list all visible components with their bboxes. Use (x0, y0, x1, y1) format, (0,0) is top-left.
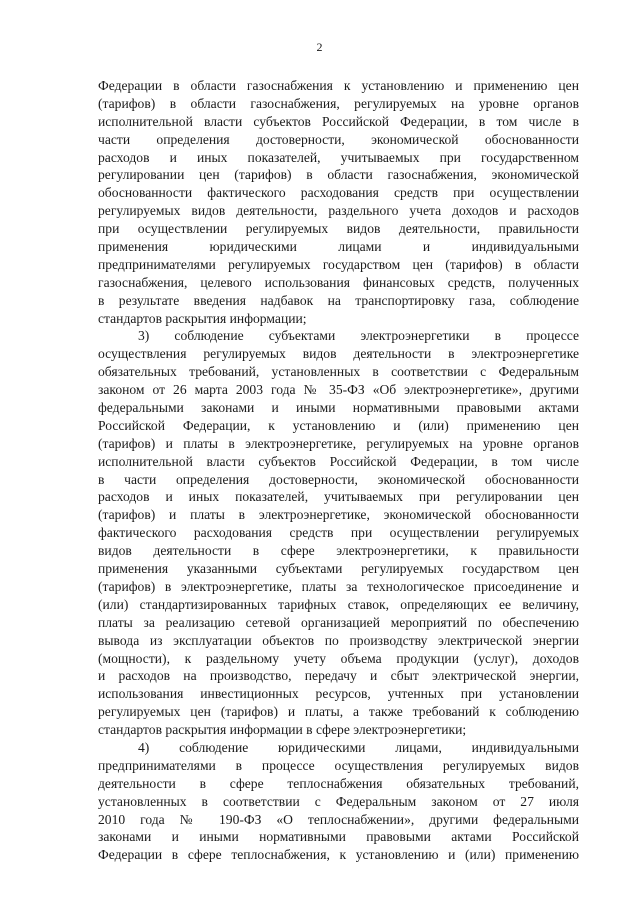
text-line: исполнительной власти субъектов Российской Федерации, в том числе в (98, 113, 579, 129)
text-line: 3) соблюдение субъектами электроэнергетики в процессе (138, 328, 579, 344)
text-line: исполнительной власти субъектов Российской Федерации, в том числе (98, 453, 579, 469)
text-line: газоснабжения, целевого использования финансовых средств, полученных (98, 274, 579, 290)
text-line: платы за реализацию сетевой организацией мероприятий по обеспечению (98, 614, 579, 630)
text-line: законами и иными нормативными правовыми актами Российской (98, 829, 579, 845)
text-line: в части определения достоверности, экономической обоснованности (98, 471, 579, 487)
text-line: (мощности), к раздельному учету объема продукции (услуг), доходов (98, 650, 579, 666)
text-line: Федерации в области газоснабжения к установлению и применению цен (98, 78, 579, 93)
text-line: обоснованности фактического расходования средств при осуществлении (98, 185, 579, 201)
text-line: применения указанными субъектами регулируемых государством цен (98, 561, 579, 577)
text-line: осуществления регулируемых видов деятельности в электроэнергетике (98, 346, 579, 362)
text-line: регулируемых видов деятельности, раздельного учета доходов и расходов (98, 203, 579, 219)
text-line: предпринимателями в процессе осуществления регулируемых видов (98, 757, 579, 773)
text-line: расходов и иных показателей, учитываемых при регулировании цен (98, 489, 579, 505)
text-line: предпринимателями регулируемых государством цен (тарифов) в области (98, 256, 579, 272)
text-line: части определения достоверности, экономической обоснованности (98, 131, 579, 147)
text-line: фактического расходования средств при осуществлении регулируемых (98, 525, 579, 541)
text-line: деятельности в сфере теплоснабжения обязательных требований, (98, 775, 579, 791)
text-line: применения юридическими лицами и индивидуальными (98, 239, 579, 255)
text-line: в результате введения надбавок на транспортировку газа, соблюдение (98, 292, 579, 308)
text-line: федеральными законами и иными нормативными правовыми актами (98, 400, 579, 416)
text-line: вывода из эксплуатации объектов по производству электрической энергии (98, 632, 579, 648)
text-line: обязательных требований, установленных в соответствии с Федеральным (98, 364, 579, 380)
text-line: (тарифов) в области газоснабжения, регулируемых на уровне органов (98, 95, 579, 111)
text-line: стандартов раскрытия информации; (98, 310, 307, 326)
text-line: (или) стандартизированных тарифных ставок, определяющих ее величину, (98, 596, 579, 612)
text-line: расходов и иных показателей, учитываемых при государственном (98, 149, 579, 165)
text-line: регулируемых цен (тарифов) и платы, а также требований к соблюдению (98, 704, 579, 720)
text-line: Федерации в сфере теплоснабжения, к установлению и (или) применению (98, 847, 579, 863)
text-line: (тарифов) в электроэнергетике, платы за технологическое присоединение и (98, 578, 579, 594)
text-line: стандартов раскрытия информации в сфере электроэнергетики; (98, 722, 467, 738)
text-line: регулировании цен (тарифов) в области газоснабжения, экономической (98, 167, 579, 183)
text-line: 2010 года № 190-ФЗ «О теплоснабжении», другими федеральными (98, 811, 579, 827)
text-line: Российской Федерации, к установлению и (или) применению цен (98, 417, 579, 433)
text-line: видов деятельности в сфере электроэнергетики, к правильности (98, 543, 579, 559)
text-line: (тарифов) и платы в электроэнергетике, экономической обоснованности (98, 507, 579, 523)
text-line: использования инвестиционных ресурсов, учтенных при установлении (98, 686, 579, 702)
body-text (98, 77, 579, 864)
text-line: (тарифов) и платы в электроэнергетике, регулируемых на уровне органов (98, 435, 579, 451)
text-line: 4) соблюдение юридическими лицами, индивидуальными (138, 739, 579, 755)
text-line: законом от 26 марта 2003 года № 35-ФЗ «Об электроэнергетике», другими (98, 382, 579, 398)
text-line: при осуществлении регулируемых видов деятельности, правильности (98, 221, 579, 237)
page-number: 2 (316, 40, 323, 54)
text-line: установленных в соответствии с Федеральным законом от 27 июля (98, 793, 579, 809)
text-line: и расходов на производство, передачу и сбыт электрической энергии, (98, 668, 579, 684)
